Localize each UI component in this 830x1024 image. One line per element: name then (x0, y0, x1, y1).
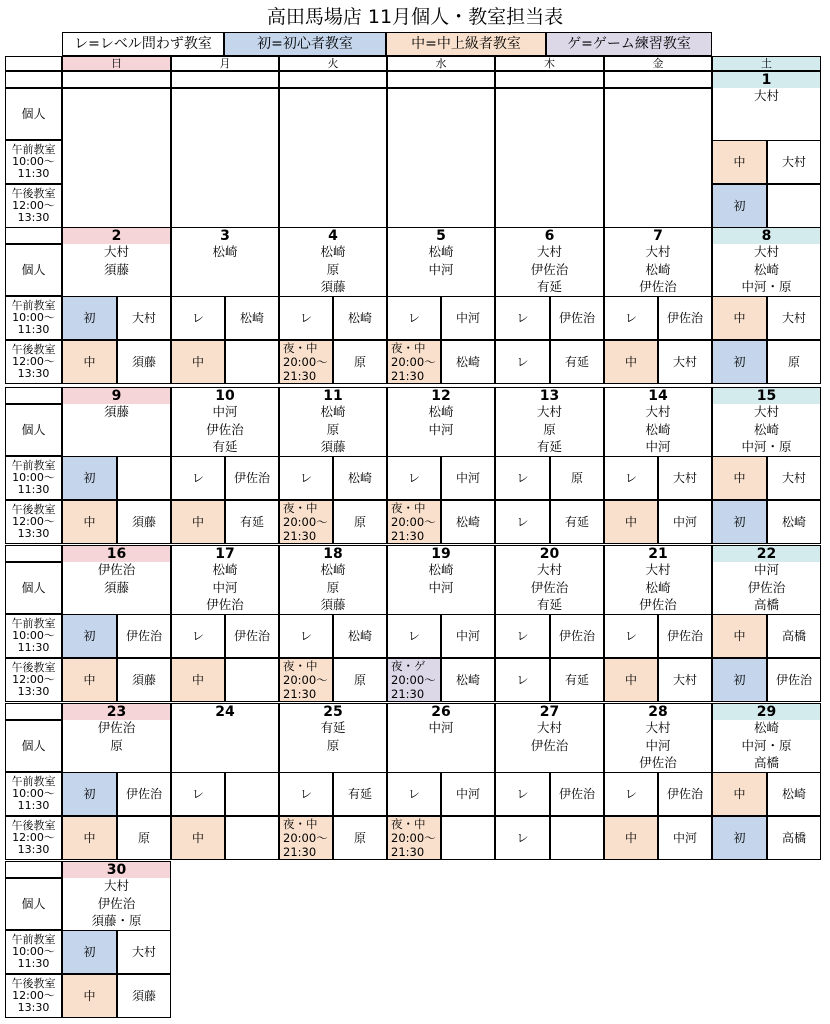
pm-class-type: レ (495, 340, 550, 384)
blank-day (495, 88, 604, 228)
am-class-type: レ (279, 772, 333, 816)
personal-lesson-names: 松崎 原 須藤 (279, 403, 387, 456)
am-class-teacher: 伊佐治 (550, 772, 604, 816)
row-label-date-blank (5, 861, 62, 878)
weekday-header: 土 (712, 56, 821, 71)
am-class-teacher: 大村 (767, 296, 821, 340)
pm-class-type: 中 (171, 658, 225, 702)
pm-class-teacher: 中河 (658, 500, 712, 544)
pm-class-teacher: 有延 (550, 500, 604, 544)
am-class-type: 中 (712, 456, 767, 500)
pm-class-type: 中 (171, 816, 225, 860)
personal-lesson-names: 中河 (387, 719, 495, 772)
date-number: 12 (387, 387, 495, 404)
am-class-teacher: 高橋 (767, 614, 821, 658)
am-class-teacher: 大村 (658, 456, 712, 500)
personal-lesson-names: 大村 伊佐治 須藤・原 (62, 877, 171, 930)
row-label-kojin: 個人 (5, 562, 62, 614)
date-number: 26 (387, 703, 495, 720)
date-number: 3 (171, 227, 279, 244)
weekday-header: 金 (604, 56, 712, 71)
date-number: 22 (712, 545, 821, 562)
am-class-teacher: 伊佐治 (658, 296, 712, 340)
blank-day (279, 88, 387, 228)
blank-day-top (604, 71, 712, 88)
page-title: 高田馬場店 11月個人・教室担当表 (266, 6, 564, 28)
date-number: 10 (171, 387, 279, 404)
legend-game: ゲ=ゲーム練習教室 (546, 32, 712, 56)
date-number: 20 (495, 545, 604, 562)
blank-day-top (171, 71, 279, 88)
date-number: 9 (62, 387, 171, 404)
personal-lesson-names: 大村 伊佐治 (495, 719, 604, 772)
row-label-am-class: 午前教室 10:00～ 11:30 (5, 296, 62, 340)
am-class-type: 初 (62, 772, 117, 816)
date-number: 15 (712, 387, 821, 404)
pm-class-type: 中 (604, 340, 658, 384)
pm-class-teacher (441, 816, 495, 860)
pm-class-type: 中 (604, 816, 658, 860)
row-label-pm-class: 午後教室 12:00～ 13:30 (5, 974, 62, 1018)
am-class-type: レ (604, 772, 658, 816)
row-label-kojin: 個人 (5, 878, 62, 930)
date-number: 11 (279, 387, 387, 404)
date-number: 23 (62, 703, 171, 720)
pm-class-type: 初 (712, 184, 767, 228)
pm-class-teacher: 原 (117, 816, 171, 860)
am-class-teacher: 中河 (441, 456, 495, 500)
am-class-type: 初 (62, 296, 117, 340)
row-label-kojin: 個人 (5, 404, 62, 456)
personal-lesson-names: 伊佐治 須藤 (62, 561, 171, 614)
date-number: 6 (495, 227, 604, 244)
pm-class-teacher: 須藤 (117, 658, 171, 702)
am-class-type: 中 (712, 296, 767, 340)
am-class-teacher: 中河 (441, 296, 495, 340)
pm-class-type: 初 (712, 500, 767, 544)
personal-lesson-names: 中河 伊佐治 有延 (171, 403, 279, 456)
personal-lesson-names: 松崎 (171, 243, 279, 296)
date-number: 2 (62, 227, 171, 244)
weekday-header: 火 (279, 56, 387, 71)
pm-class-type: 中 (62, 816, 117, 860)
row-label-kojin: 個人 (5, 244, 62, 296)
pm-class-teacher: 須藤 (117, 500, 171, 544)
weekday-header: 水 (387, 56, 495, 71)
blank-day-top (495, 71, 604, 88)
pm-class-teacher: 原 (333, 658, 387, 702)
pm-class-type: レ (495, 500, 550, 544)
personal-lesson-names: 大村 松崎 伊佐治 (604, 243, 712, 296)
personal-lesson-names: 大村 松崎 中河 (604, 403, 712, 456)
am-class-type: レ (604, 296, 658, 340)
am-class-type: レ (495, 456, 550, 500)
am-class-teacher: 松崎 (767, 772, 821, 816)
pm-class-teacher: 有延 (550, 658, 604, 702)
am-class-teacher: 伊佐治 (658, 772, 712, 816)
row-label-date-blank (5, 703, 62, 720)
am-class-teacher: 大村 (117, 930, 171, 974)
am-class-teacher: 大村 (767, 140, 821, 184)
personal-lesson-names (171, 719, 279, 772)
personal-lesson-names: 松崎 中河 (387, 243, 495, 296)
am-class-teacher: 伊佐治 (550, 614, 604, 658)
pm-class-type: 夜・中 20:00～ 21:30 (279, 816, 333, 860)
pm-class-teacher: 原 (333, 340, 387, 384)
row-label-date-blank (5, 545, 62, 562)
pm-class-type: 夜・中 20:00～ 21:30 (279, 340, 333, 384)
blank-day (387, 88, 495, 228)
blank-day (171, 88, 279, 228)
legend-intermediate: 中=中上級者教室 (386, 32, 546, 56)
date-number: 4 (279, 227, 387, 244)
pm-class-type: 夜・中 20:00～ 21:30 (387, 500, 441, 544)
am-class-teacher: 有延 (333, 772, 387, 816)
row-label-date-blank (5, 71, 62, 88)
date-number: 18 (279, 545, 387, 562)
am-class-teacher: 松崎 (225, 296, 279, 340)
row-label-am-class: 午前教室 10:00～ 11:30 (5, 772, 62, 816)
personal-lesson-names: 大村 原 有延 (495, 403, 604, 456)
row-label-pm-class: 午後教室 12:00～ 13:30 (5, 340, 62, 384)
weekday-header: 木 (495, 56, 604, 71)
pm-class-teacher: 伊佐治 (767, 658, 821, 702)
row-label-am-class: 午前教室 10:00～ 11:30 (5, 930, 62, 974)
pm-class-teacher: 須藤 (117, 340, 171, 384)
am-class-type: レ (604, 456, 658, 500)
am-class-teacher: 伊佐治 (117, 772, 171, 816)
personal-lesson-names: 大村 松崎 中河・原 (712, 243, 821, 296)
am-class-teacher: 中河 (441, 772, 495, 816)
row-label-pm-class: 午後教室 12:00～ 13:30 (5, 816, 62, 860)
pm-class-type: 中 (62, 500, 117, 544)
pm-class-teacher: 中河 (658, 816, 712, 860)
pm-class-teacher: 高橋 (767, 816, 821, 860)
date-number: 14 (604, 387, 712, 404)
am-class-type: レ (387, 614, 441, 658)
am-class-type: レ (387, 772, 441, 816)
personal-lesson-names: 須藤 (62, 403, 171, 456)
pm-class-teacher (225, 816, 279, 860)
pm-class-type: 夜・中 20:00～ 21:30 (387, 340, 441, 384)
personal-lesson-names: 松崎 中河 (387, 403, 495, 456)
weekday-header: 日 (62, 56, 171, 71)
am-class-type: レ (279, 456, 333, 500)
personal-lesson-names: 大村 須藤 (62, 243, 171, 296)
am-class-type: レ (171, 772, 225, 816)
personal-lesson-names: 松崎 原 須藤 (279, 561, 387, 614)
pm-class-type: 初 (712, 816, 767, 860)
am-class-teacher: 松崎 (333, 296, 387, 340)
pm-class-type: 夜・中 20:00～ 21:30 (387, 816, 441, 860)
am-class-teacher: 松崎 (333, 614, 387, 658)
pm-class-type: 夜・中 20:00～ 21:30 (279, 658, 333, 702)
pm-class-teacher: 原 (333, 816, 387, 860)
personal-lesson-names: 松崎 原 須藤 (279, 243, 387, 296)
date-number: 29 (712, 703, 821, 720)
personal-lesson-names: 大村 松崎 伊佐治 (604, 561, 712, 614)
personal-lesson-names: 大村 伊佐治 有延 (495, 561, 604, 614)
am-class-teacher: 伊佐治 (225, 456, 279, 500)
pm-class-teacher (225, 340, 279, 384)
weekday-header: 月 (171, 56, 279, 71)
am-class-teacher: 伊佐治 (658, 614, 712, 658)
date-number: 21 (604, 545, 712, 562)
legend-beginner: 初=初心者教室 (224, 32, 386, 56)
am-class-type: レ (387, 296, 441, 340)
date-number: 24 (171, 703, 279, 720)
pm-class-type: レ (495, 816, 550, 860)
date-number: 7 (604, 227, 712, 244)
pm-class-teacher: 松崎 (767, 500, 821, 544)
date-number: 25 (279, 703, 387, 720)
blank-day-top (279, 71, 387, 88)
personal-lesson-names: 松崎 中河 (387, 561, 495, 614)
am-class-type: レ (387, 456, 441, 500)
blank-day (62, 88, 171, 228)
pm-class-type: 中 (62, 974, 117, 1018)
personal-lesson-names: 大村 松崎 中河・原 (712, 403, 821, 456)
am-class-type: 中 (712, 772, 767, 816)
pm-class-teacher (767, 184, 821, 228)
am-class-type: 中 (712, 614, 767, 658)
am-class-type: レ (279, 296, 333, 340)
am-class-teacher: 松崎 (333, 456, 387, 500)
am-class-teacher: 伊佐治 (225, 614, 279, 658)
personal-lesson-names: 大村 中河 伊佐治 (604, 719, 712, 772)
pm-class-type: 中 (62, 658, 117, 702)
personal-lesson-names: 中河 伊佐治 高橋 (712, 561, 821, 614)
am-class-type: レ (495, 614, 550, 658)
pm-class-teacher: 松崎 (441, 500, 495, 544)
pm-class-teacher: 松崎 (441, 658, 495, 702)
am-class-type: レ (171, 614, 225, 658)
am-class-teacher (117, 456, 171, 500)
date-number: 8 (712, 227, 821, 244)
blank-day (604, 88, 712, 228)
personal-lesson-names: 大村 (712, 87, 821, 140)
pm-class-type: 夜・中 20:00～ 21:30 (279, 500, 333, 544)
row-label-pm-class: 午後教室 12:00～ 13:30 (5, 500, 62, 544)
pm-class-type: 初 (712, 658, 767, 702)
am-class-type: 中 (712, 140, 767, 184)
pm-class-teacher: 原 (767, 340, 821, 384)
am-class-type: レ (171, 456, 225, 500)
pm-class-type: 中 (171, 340, 225, 384)
row-label-am-class: 午前教室 10:00～ 11:30 (5, 140, 62, 184)
row-label-date-blank (5, 227, 62, 244)
am-class-teacher: 大村 (767, 456, 821, 500)
date-number: 1 (712, 71, 821, 88)
personal-lesson-names: 松崎 中河 伊佐治 (171, 561, 279, 614)
personal-lesson-names: 伊佐治 原 (62, 719, 171, 772)
date-number: 28 (604, 703, 712, 720)
date-number: 13 (495, 387, 604, 404)
pm-class-type: 中 (62, 340, 117, 384)
row-label-date-blank (5, 387, 62, 404)
row-label-kojin: 個人 (5, 88, 62, 140)
row-label-pm-class: 午後教室 12:00～ 13:30 (5, 658, 62, 702)
am-class-type: レ (495, 296, 550, 340)
row-label-pm-class: 午後教室 12:00～ 13:30 (5, 184, 62, 228)
pm-class-teacher: 須藤 (117, 974, 171, 1018)
am-class-teacher: 原 (550, 456, 604, 500)
row-label-am-class: 午前教室 10:00～ 11:30 (5, 614, 62, 658)
am-class-type: レ (495, 772, 550, 816)
am-class-teacher: 伊佐治 (550, 296, 604, 340)
date-number: 27 (495, 703, 604, 720)
date-number: 30 (62, 861, 171, 878)
personal-lesson-names: 松崎 中河・原 高橋 (712, 719, 821, 772)
pm-class-type: 初 (712, 340, 767, 384)
pm-class-teacher: 松崎 (441, 340, 495, 384)
row-label-kojin: 個人 (5, 720, 62, 772)
weekday-header-corner (5, 56, 62, 71)
pm-class-teacher: 有延 (225, 500, 279, 544)
row-label-am-class: 午前教室 10:00～ 11:30 (5, 456, 62, 500)
pm-class-type: 夜・ゲ 20:00～ 21:30 (387, 658, 441, 702)
pm-class-type: 中 (171, 500, 225, 544)
pm-class-teacher (550, 816, 604, 860)
pm-class-type: 中 (604, 658, 658, 702)
am-class-type: レ (171, 296, 225, 340)
pm-class-teacher: 大村 (658, 340, 712, 384)
am-class-type: 初 (62, 456, 117, 500)
date-number: 5 (387, 227, 495, 244)
am-class-type: 初 (62, 930, 117, 974)
legend-level-any: レ=レベル問わず教室 (62, 32, 224, 56)
am-class-teacher: 大村 (117, 296, 171, 340)
am-class-teacher: 中河 (441, 614, 495, 658)
pm-class-teacher: 有延 (550, 340, 604, 384)
am-class-type: 初 (62, 614, 117, 658)
date-number: 17 (171, 545, 279, 562)
am-class-type: レ (604, 614, 658, 658)
date-number: 19 (387, 545, 495, 562)
pm-class-teacher: 大村 (658, 658, 712, 702)
pm-class-teacher (225, 658, 279, 702)
personal-lesson-names: 大村 伊佐治 有延 (495, 243, 604, 296)
am-class-type: レ (279, 614, 333, 658)
pm-class-teacher: 原 (333, 500, 387, 544)
blank-day-top (387, 71, 495, 88)
am-class-teacher (225, 772, 279, 816)
blank-day-top (62, 71, 171, 88)
pm-class-type: 中 (604, 500, 658, 544)
date-number: 16 (62, 545, 171, 562)
pm-class-type: レ (495, 658, 550, 702)
personal-lesson-names: 有延 原 (279, 719, 387, 772)
am-class-teacher: 伊佐治 (117, 614, 171, 658)
